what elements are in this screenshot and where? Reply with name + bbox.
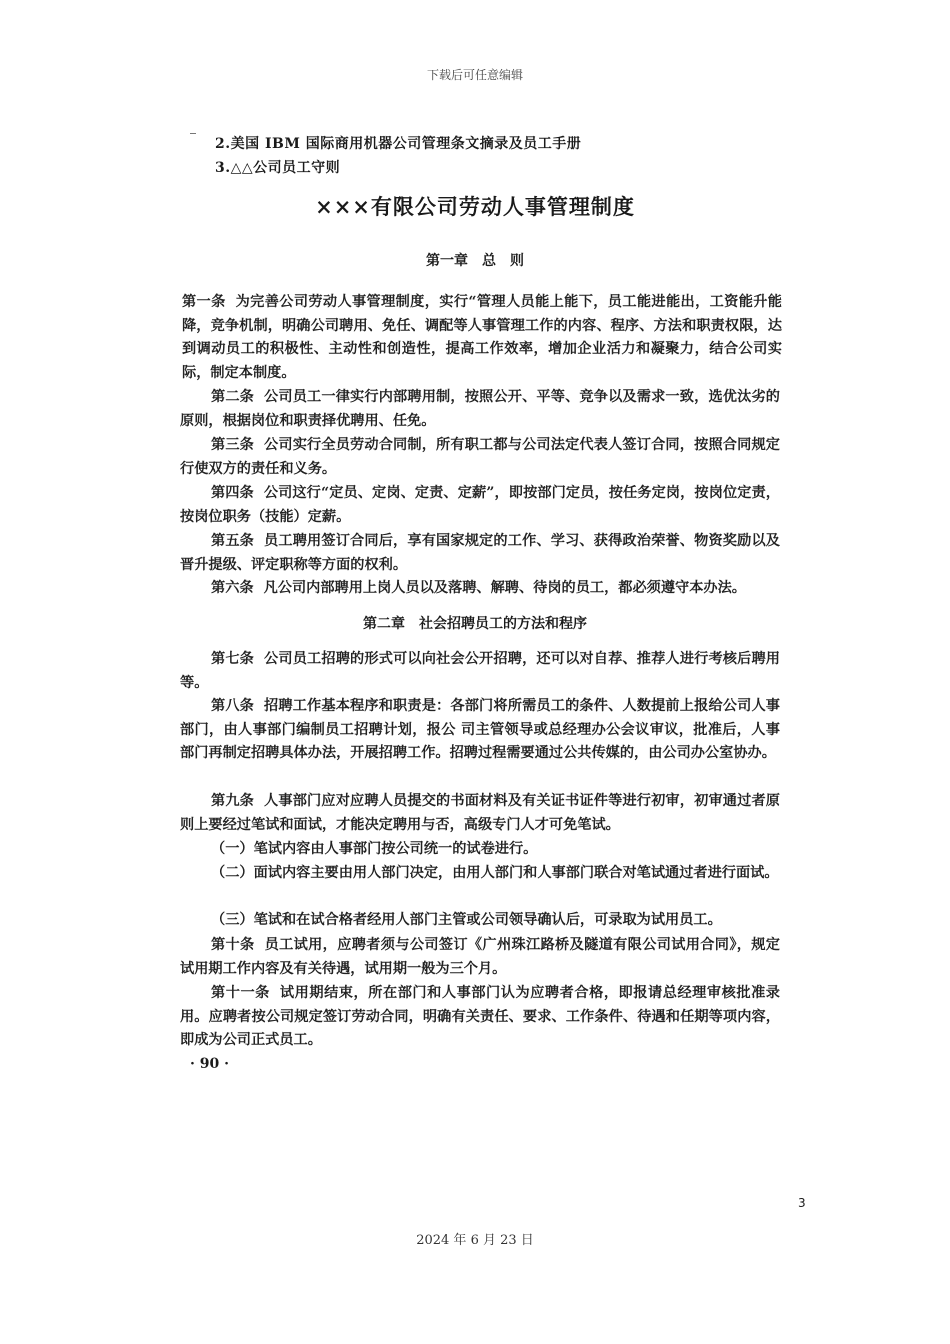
article-text: 凡公司内部聘用上岗人员以及落聘、解聘、待岗的员工，都必须遵守本办法。 [263, 580, 746, 596]
article-3 [180, 434, 780, 481]
chapter-heading: 第一章 总 则 [426, 253, 524, 269]
article-8 [180, 695, 780, 766]
article-4 [180, 482, 780, 529]
article-label: 第五条 [211, 533, 255, 549]
article-2 [180, 386, 780, 433]
article-label: 第七条 [211, 651, 255, 667]
sub-item-1 [180, 838, 780, 862]
article-text: 员工聘用签订合同后，享有国家规定的工作、学习、获得政治荣誉、物资奖励以及晋升提级、评定职称等方面的权利。 [180, 533, 780, 573]
article-1 [182, 291, 782, 385]
article-11 [180, 982, 780, 1053]
sub-item-text: （一）笔试内容由人事部门按公司统一的试卷进行。 [211, 841, 538, 857]
article-label: 第四条 [211, 485, 254, 501]
article-label: 第九条 [211, 793, 255, 809]
sub-item-text: （二）面试内容主要由用人部门决定，由用人部门和人事部门联合对笔试通过者进行面试。 [211, 865, 779, 881]
article-text: 招聘工作基本程序和职责是：各部门将所需员工的条件、人数提前上报给公司人事部门，由人事部门编制员工招聘计划，报公 司主管领导或总经理办公会议审议，批准后，人事部门再制定招聘具体办法，开展招聘工作。招聘过程需要通过公共传媒的，由公司办公室协办。 [180, 698, 780, 761]
sheet-number: 3 [798, 1196, 806, 1210]
article-5 [180, 530, 780, 577]
article-text: 公司员工一律实行内部聘用制，按照公开、平等、竞争以及需求一致，选优汰劣的原则，根据岗位和职责择优聘用、任免。 [180, 389, 780, 429]
article-label: 第二条 [211, 389, 255, 405]
article-9 [180, 790, 780, 837]
sub-item-3 [180, 909, 780, 933]
footer-date: 2024 年 6 月 23 日 [416, 1233, 534, 1248]
article-text: 员工试用，应聘者须与公司签订《广州珠江路桥及隧道有限公司试用合同》，规定试用期工作内容及有关待遇，试用期一般为三个月。 [180, 937, 780, 977]
article-text: 试用期结束，所在部门和人事部门认为应聘者合格，即报请总经理审核批准录用。应聘者按公司规定签订劳动合同，明确有关责任、要求、工作条件、待遇和任期等项内容，即成为公司正式员工。 [180, 985, 780, 1048]
document-title: ×××有限公司劳动人事管理制度 [315, 194, 635, 219]
sub-item-text: （三）笔试和在试合格者经用人部门主管或公司领导确认后，可录取为试用员工。 [211, 912, 722, 928]
article-10 [180, 934, 780, 981]
article-text: 为完善公司劳动人事管理制度，实行“管理人员能上能下，员工能进能出，工资能升能降，竞争机制，明确公司聘用、免任、调配等人事管理工作的内容、程序、方法和职责权限，达到调动员工的积极性、主动性和创造性，提高工作效率，增加企业活力和凝聚力，结合公司实际，制定本制度。 [182, 294, 782, 381]
article-text: 公司实行全员劳动合同制，所有职工都与公司法定代表人签订合同，按照合同规定行使双方的责任和义务。 [180, 437, 780, 477]
book-page-number: · 90 · [190, 1056, 229, 1072]
reference-line: 3.△△公司员工守则 [215, 160, 341, 176]
article-label: 第六条 [211, 580, 254, 596]
reference-line: 2.美国 IBM 国际商用机器公司管理条文摘录及员工手册 [215, 136, 582, 152]
article-text: 公司员工招聘的形式可以向社会公开招聘，还可以对自荐、推荐人进行考核后聘用等。 [180, 651, 780, 691]
article-label: 第一条 [182, 294, 226, 310]
sub-item-2 [180, 862, 780, 886]
article-label: 第八条 [211, 698, 255, 714]
article-text: 人事部门应对应聘人员提交的书面材料及有关证书证件等进行初审，初审通过者原则上要经过笔试和面试，才能决定聘用与否，高级专门人才可免笔试。 [180, 793, 780, 833]
chapter-heading: 第二章 社会招聘员工的方法和程序 [363, 616, 587, 632]
article-6 [180, 577, 780, 601]
article-label: 第十一条 [211, 985, 270, 1001]
margin-mark [190, 133, 196, 134]
article-label: 第十条 [211, 937, 255, 953]
article-7 [180, 648, 780, 695]
article-text: 公司这行“定员、定岗、定责、定薪”，即按部门定员，按任务定岗，按岗位定责，按岗位职务（技能）定薪。 [180, 485, 780, 525]
article-label: 第三条 [211, 437, 255, 453]
header-note: 下载后可任意编辑 [426, 68, 523, 82]
